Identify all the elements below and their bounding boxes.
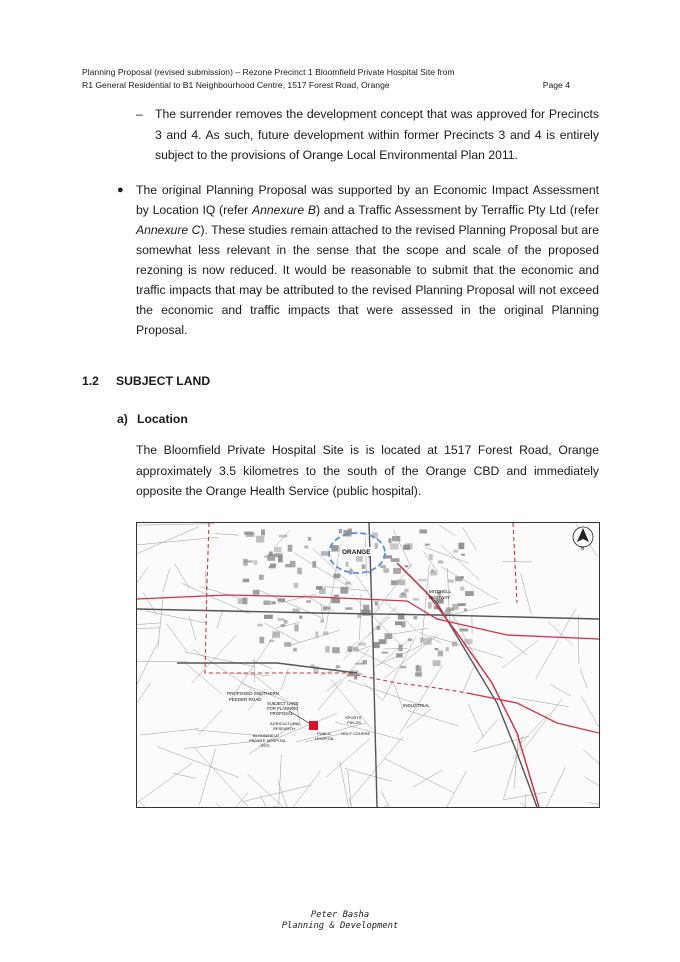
urban-block — [391, 558, 400, 562]
urban-block — [460, 629, 469, 632]
urban-block — [336, 665, 340, 668]
street-line — [215, 534, 239, 536]
street-line — [327, 679, 342, 691]
urban-block — [324, 607, 331, 610]
street-line — [385, 759, 454, 793]
urban-block — [246, 532, 255, 537]
urban-block — [362, 565, 366, 569]
bullet-text-part3: ). These studies remain attached to the revised Planning Proposal but are somewhat less relevant in the sense that the scope and scale of the proposed rezoning is now reduced. It would be reasonable to submit that the economic and traffic impacts that may be attributed to the revised Planning Proposal will not exceed the economic and traffic impacts that were assessed in the original Planning Proposal. — [136, 223, 599, 337]
label-subject-2: FOR PLANNING — [267, 706, 299, 711]
urban-block — [416, 665, 420, 671]
label-bloomfield-3: SITE — [261, 743, 270, 748]
urban-block — [294, 583, 299, 588]
location-map-drawing — [137, 523, 599, 807]
page-header — [82, 66, 600, 92]
urban-block — [385, 633, 393, 639]
label-feeder-2: FEEDER ROAD — [229, 697, 262, 702]
urban-block — [269, 640, 274, 642]
street-line — [441, 545, 480, 581]
urban-block — [393, 568, 401, 574]
urban-block — [345, 582, 351, 585]
urban-block — [363, 605, 369, 611]
subject-land-marker — [309, 721, 318, 730]
label-public-1: PUBLIC — [317, 731, 332, 736]
urban-block — [334, 595, 339, 597]
urban-block — [389, 538, 392, 543]
urban-block — [260, 637, 265, 644]
urban-block — [261, 529, 265, 535]
urban-block — [395, 621, 402, 625]
street-line — [195, 748, 249, 807]
label-agri-1: AGRICULTURAL — [270, 721, 301, 726]
street-line — [335, 804, 389, 807]
urban-block — [418, 579, 427, 581]
urban-block — [353, 647, 359, 652]
street-line — [462, 663, 475, 694]
urban-block — [448, 580, 454, 583]
street-line — [137, 567, 148, 622]
subsection-letter: a) — [117, 412, 128, 426]
annexure-c-ref: Annexure C — [136, 223, 201, 237]
street-line — [381, 791, 392, 807]
urban-block — [312, 561, 316, 568]
street-line — [519, 714, 548, 745]
label-bloomfield-2: PRIVATE HOSPITAL — [249, 738, 287, 743]
urban-block — [244, 561, 253, 563]
urban-block — [398, 645, 402, 652]
street-line — [217, 609, 223, 628]
street-line — [463, 527, 477, 550]
label-sports-1: SPORTS — [345, 715, 362, 720]
street-line — [518, 699, 563, 757]
page-number: Page 4 — [542, 80, 570, 90]
urban-block — [294, 625, 298, 632]
urban-block — [397, 580, 405, 586]
footer-company: Planning & Development — [281, 921, 399, 931]
urban-block — [428, 602, 432, 609]
urban-block — [340, 587, 348, 594]
street-line — [446, 771, 466, 807]
street-line — [287, 630, 340, 646]
street-line — [365, 538, 366, 576]
street-line — [139, 801, 183, 807]
urban-block — [458, 543, 464, 550]
bullet-list-item — [117, 180, 599, 340]
street-line — [326, 738, 370, 777]
street-line — [137, 527, 199, 555]
urban-block — [461, 576, 464, 578]
main-roads — [137, 523, 599, 807]
header-title-line2: R1 General Residential to B1 Neighbourhood Centre, 1517 Forest Road, Orange — [82, 80, 390, 90]
street-line — [406, 709, 431, 728]
label-public-2: HOSPITAL — [315, 736, 335, 741]
urban-block — [380, 565, 386, 568]
urban-block — [425, 544, 430, 546]
urban-block — [274, 553, 282, 557]
urban-block — [375, 543, 378, 549]
street-line — [137, 524, 214, 525]
bullet-item-text — [136, 180, 599, 340]
street-line — [502, 641, 538, 668]
urban-block — [278, 618, 285, 621]
urban-block — [269, 552, 273, 556]
street-line — [137, 628, 161, 630]
urban-block — [281, 624, 286, 627]
street-line — [578, 615, 579, 664]
urban-block — [363, 660, 368, 664]
urban-block — [453, 550, 458, 553]
street-line — [163, 569, 170, 593]
street-line — [364, 682, 383, 700]
street-line — [581, 696, 599, 732]
urban-block — [431, 569, 434, 573]
urban-block — [383, 568, 389, 573]
urban-block — [392, 536, 400, 541]
street-line — [588, 802, 599, 807]
urban-block — [452, 642, 457, 647]
street-line — [503, 792, 547, 800]
urban-block — [413, 598, 419, 600]
bullet-marker: ● — [117, 184, 124, 196]
dash-item-text: The surrender removes the development concept that was approved for Precincts 3 and 4. As such, future development within former Precincts 3 and 4 is entirely subject to the provisions of Orange Local Environmental Plan 2011. — [155, 107, 599, 162]
urban-block — [465, 591, 474, 596]
annexure-b-ref: Annexure B — [251, 203, 316, 217]
street-line — [199, 749, 215, 805]
dash-list-item — [136, 104, 599, 166]
street-line — [340, 761, 349, 807]
subsection-heading — [117, 412, 188, 426]
urban-block — [435, 648, 439, 650]
location-map — [136, 522, 600, 808]
urban-block — [396, 653, 403, 657]
page-footer — [0, 910, 680, 932]
street-line — [476, 720, 497, 744]
urban-block — [293, 648, 297, 652]
dash-marker: – — [136, 107, 143, 121]
urban-block — [346, 562, 349, 567]
street-line — [547, 621, 573, 646]
label-subject-1: SUBJECT LAND — [267, 701, 299, 706]
urban-block — [271, 601, 276, 604]
urban-block — [284, 642, 291, 647]
urban-block — [347, 646, 352, 651]
urban-block — [274, 547, 282, 552]
urban-block — [272, 631, 280, 637]
urban-block — [403, 545, 410, 550]
street-line — [216, 803, 253, 807]
street-line — [279, 755, 282, 805]
street-line — [508, 640, 527, 655]
street-line — [187, 664, 223, 695]
section-number: 1.2 — [82, 374, 99, 388]
urban-block — [433, 660, 441, 666]
urban-block — [423, 638, 432, 645]
street-line — [158, 596, 163, 649]
urban-block — [339, 529, 342, 533]
section-heading — [82, 374, 210, 388]
urban-block — [377, 626, 381, 630]
street-line — [439, 525, 455, 536]
urban-block — [299, 616, 302, 619]
label-feeder-1: PROPOSED SOUTHERN — [227, 691, 280, 696]
urban-block — [362, 610, 371, 616]
street-line — [137, 537, 218, 545]
urban-block — [256, 590, 259, 595]
urban-block — [331, 545, 338, 552]
street-line — [550, 684, 571, 696]
north-arrow-icon — [573, 527, 593, 552]
urban-block — [404, 589, 408, 593]
street-line — [521, 574, 532, 615]
urban-block — [253, 560, 257, 565]
urban-block — [306, 600, 311, 602]
street-line — [175, 564, 190, 588]
urban-block — [408, 638, 412, 641]
urban-block — [258, 624, 263, 627]
street-line — [230, 673, 270, 676]
street-line — [348, 771, 354, 807]
urban-block — [323, 631, 329, 635]
label-orange: ORANGE — [342, 549, 371, 556]
urban-block — [243, 579, 250, 583]
urban-block — [460, 587, 464, 591]
urban-block — [356, 555, 363, 562]
urban-block — [332, 647, 340, 653]
urban-block — [438, 561, 443, 564]
label-mitchell: MITCHELL — [429, 589, 452, 594]
street-line — [137, 763, 192, 807]
urban-block — [253, 590, 257, 595]
urban-block — [238, 599, 243, 604]
street-line — [140, 729, 199, 736]
urban-block — [354, 675, 357, 679]
street-line — [345, 768, 392, 781]
urban-block — [446, 647, 449, 651]
urban-block — [372, 532, 378, 538]
label-golf: GOLF COURSE — [341, 731, 371, 736]
subsection-title: Location — [137, 412, 188, 426]
urban-block — [279, 535, 287, 538]
street-line — [137, 640, 159, 699]
urban-block — [419, 529, 427, 533]
urban-block — [345, 607, 352, 610]
footer-name: Peter Basha — [310, 910, 370, 920]
street-line — [173, 773, 196, 778]
urban-block — [264, 601, 271, 606]
street-line — [182, 583, 250, 613]
street-line — [281, 668, 289, 690]
urban-block — [297, 568, 302, 575]
street-line — [383, 648, 407, 649]
urban-block — [358, 642, 365, 645]
urban-block — [400, 666, 406, 669]
urban-block — [278, 598, 285, 601]
urban-block — [316, 586, 322, 590]
urban-block — [256, 536, 264, 543]
street-line — [192, 635, 237, 684]
street-line — [247, 774, 284, 807]
urban-block — [290, 561, 296, 567]
label-industrial: INDUSTRIAL — [403, 703, 430, 708]
urban-block — [304, 546, 308, 549]
street-line — [468, 705, 484, 738]
street-line — [274, 531, 289, 547]
city-boundary — [137, 523, 599, 807]
street-line — [536, 609, 576, 678]
urban-block — [414, 616, 418, 619]
urban-block — [357, 614, 361, 618]
street-line — [584, 777, 599, 795]
urban-block — [285, 564, 291, 568]
urban-block — [461, 554, 465, 556]
urban-block — [379, 639, 386, 644]
urban-block — [264, 615, 273, 619]
urban-block — [320, 619, 324, 623]
urban-block — [333, 574, 340, 579]
urban-block — [458, 603, 466, 606]
street-line — [349, 798, 370, 807]
urban-block — [315, 632, 318, 638]
urban-block — [375, 601, 379, 605]
bullet-text-part2: ) and a Traffic Assessment by Terraffic Pty Ltd (refer — [316, 203, 600, 217]
urban-block — [243, 598, 248, 605]
street-line — [580, 669, 587, 688]
urban-block — [259, 575, 264, 580]
urban-block — [391, 580, 397, 585]
urban-block — [405, 565, 409, 567]
urban-block — [464, 639, 473, 645]
urban-block — [438, 651, 443, 657]
urban-block — [429, 554, 433, 560]
label-highway: HIGHWAY — [429, 595, 450, 600]
label-subject-3: PROPOSAL — [270, 711, 294, 716]
header-title-line1: Planning Proposal (revised submission) – Rezone Precinct 1 Bloomfield Private Hospital Site from — [82, 67, 455, 77]
street-line — [423, 551, 437, 571]
label-bloomfield-1: BLOOMFIELD — [253, 733, 279, 738]
street-line — [137, 683, 151, 738]
urban-block — [464, 608, 467, 611]
street-line — [278, 781, 297, 807]
street-line — [318, 649, 369, 710]
urban-block — [308, 537, 311, 541]
urban-block — [325, 646, 330, 653]
street-line — [583, 750, 599, 805]
urban-block — [382, 652, 389, 654]
street-line — [294, 553, 350, 588]
urban-block — [270, 564, 276, 567]
street-line — [243, 785, 312, 802]
label-agri-2: RESEARCH — [273, 726, 296, 731]
location-paragraph: The Bloomfield Private Hospital Site is is located at 1517 Forest Road, Orange approximately 3.5 kilometres to the south of the Orange CBD and immediately opposite the Orange Health Service (public hospital). — [136, 443, 599, 498]
urban-block — [415, 672, 422, 676]
north-label: N — [580, 546, 585, 552]
label-sports-2: FIELDS — [347, 720, 362, 725]
section-title: SUBJECT LAND — [116, 374, 211, 388]
street-line — [408, 711, 458, 726]
urban-block — [401, 593, 406, 595]
urban-block — [399, 594, 406, 598]
street-line — [167, 624, 187, 651]
street-line — [137, 623, 161, 626]
urban-block — [420, 637, 423, 642]
urban-block — [390, 543, 399, 549]
street-line — [535, 767, 565, 807]
bullet-text-part1: The original Planning Proposal was supported by an Economic Impact Assessment by Location IQ (refer — [136, 183, 599, 217]
street-line — [189, 616, 196, 640]
street-line — [146, 611, 206, 623]
urban-block — [288, 545, 293, 552]
street-line — [185, 652, 254, 667]
street-line — [137, 661, 187, 662]
